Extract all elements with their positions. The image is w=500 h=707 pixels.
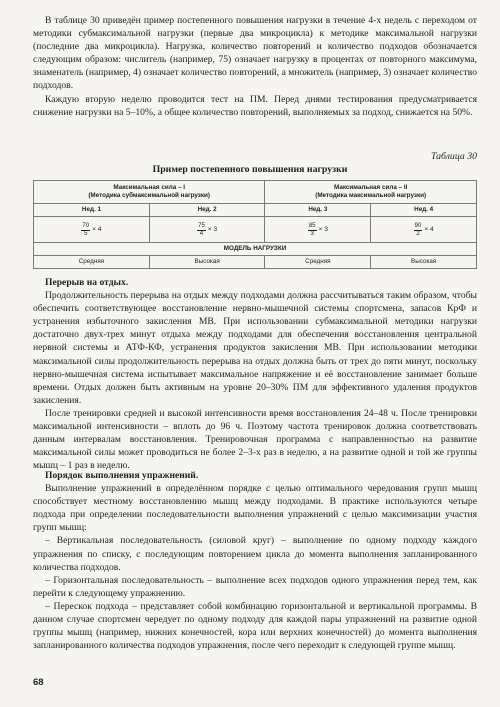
page-number: 68: [33, 677, 44, 688]
intensity-week-1: Средняя: [34, 256, 150, 269]
load-cell-week-4: $\frac{90}{2}$ × 4: [371, 217, 477, 243]
order-section: [33, 469, 477, 652]
intensity-week-4: Высокая: [371, 256, 477, 269]
load-cell-week-3: $\frac{85}{3}$ × 3: [265, 217, 371, 243]
order-item-vertical: – Вертикальная последовательность (силовой круг) – выполнение по одному подходу каждого упражнения по списку, с последующим повторением цикла до момента выполнения запланированного количества подходов.: [33, 535, 477, 573]
order-paragraph-1: Выполнение упражнений в определённом порядке с целью оптимального чередования групп мышц способствует местному восстановлению мышц между подходами. В практике используются четыре подхода при определении последовательности выполнения упражнений с целью максимизации участия групп мышц:: [33, 483, 477, 534]
table-label: Таблица 30: [430, 151, 477, 162]
load-cell-week-2: $\frac{75}{4}$ × 3: [149, 217, 264, 243]
week-2-header: Нед. 2: [149, 204, 264, 217]
rest-paragraph-2: После тренировки средней и высокой интенсивности время восстановления 24–48 ч. После тренировки максимальной интенсивности – вплоть до 96 ч. Поэтому частота тренировок должна соответствовать данным интервалам восстановления. Тренировочная программа с направленностью на развитие максимальной силы может проводиться не более 2–3-х раз в неделю, а на развитие одной и той же группы мышц – 1 раз в неделю.: [33, 407, 477, 472]
table-header-max: Максимальная сила – II (Методика максимальной нагрузки): [265, 181, 477, 204]
load-cell-week-1: $\frac{70}{5}$ × 4: [34, 217, 150, 243]
load-model-label: МОДЕЛЬ НАГРУЗКИ: [34, 243, 477, 256]
intensity-week-2: Высокая: [149, 256, 264, 269]
intro-paragraph-2: Каждую вторую неделю проводится тест на ПМ. Перед днями тестирования предусматривается снижение нагрузки на 5–10%, а общее количество повторений, выполняемых за подход, снижается на 50%.: [33, 93, 477, 118]
week-4-header: Нед. 4: [371, 204, 477, 217]
intro-paragraph-1: В таблице 30 приведён пример постепенного повышения нагрузки в течение 4-х недель с переходом от методики субмаксимальной нагрузки (первые два микроцикла) к методике максимальной нагрузки (последние два микроцикла). Нагрузка, количество повторений и количество подходов обозначается следующим образом: числитель (например, 75) означает нагрузку в процентах от повторного максимума, знаменатель (например, 4) означает количество повторений, а множитель (например, 3) означает количество подходов.: [33, 15, 477, 92]
rest-heading: Перерыв на отдых.: [45, 277, 129, 288]
intro-section: [33, 14, 477, 119]
order-heading: Порядок выполнения упражнений.: [45, 470, 199, 481]
table-header-submax: Максимальная сила – I (Методика субмаксимальной нагрузки): [34, 181, 265, 204]
order-item-horizontal: – Горизонтальная последовательность – выполнение всех подходов одного упражнения перед тем, как перейти к следующему упражнению.: [33, 574, 477, 599]
week-1-header: Нед. 1: [34, 204, 150, 217]
intensity-week-3: Средняя: [265, 256, 371, 269]
order-item-skip: – Перескок подхода – представляет собой комбинацию горизонтальной и вертикальной программы. В данном случае спортсмен чередует по одному подходу для каждой пары упражнений на развитие одной группы мышц (например, нижних конечностей, кора или верхних конечностей) до момента выполнения запланированного количества подходов упражнения, после чего переходит к следующей группе мышц.: [33, 600, 477, 652]
rest-paragraph-1: Продолжительность перерыва на отдых между подходами должна рассчитываться таким образом, чтобы обеспечить соответствующее восстановление нервно-мышечной системы спортсмена, запасов КрФ и устранения избыточного закисления МВ. При использовании субмаксимальной методики нагрузки достаточно двух-трех минут отдыха между подходами для обеспечения восстановления центральной нервной системы и АТФ-КФ, устранения продуктов закисления МВ. При использовании методики максимальной силы продолжительность перерыва на отдых должна быть от трех до пяти минут, поскольку нервно-мышечная система испытывает максимальное напряжение и её восстановление занимает больше времени. Отдых должен быть активным на уровне 20–30% ПМ для эффективного удаления продуктов закисления.: [33, 290, 477, 406]
table-title: Пример постепенного повышения нагрузки: [152, 164, 348, 175]
load-progression-table: [33, 180, 477, 269]
week-3-header: Нед. 3: [265, 204, 371, 217]
rest-section: [33, 276, 477, 472]
